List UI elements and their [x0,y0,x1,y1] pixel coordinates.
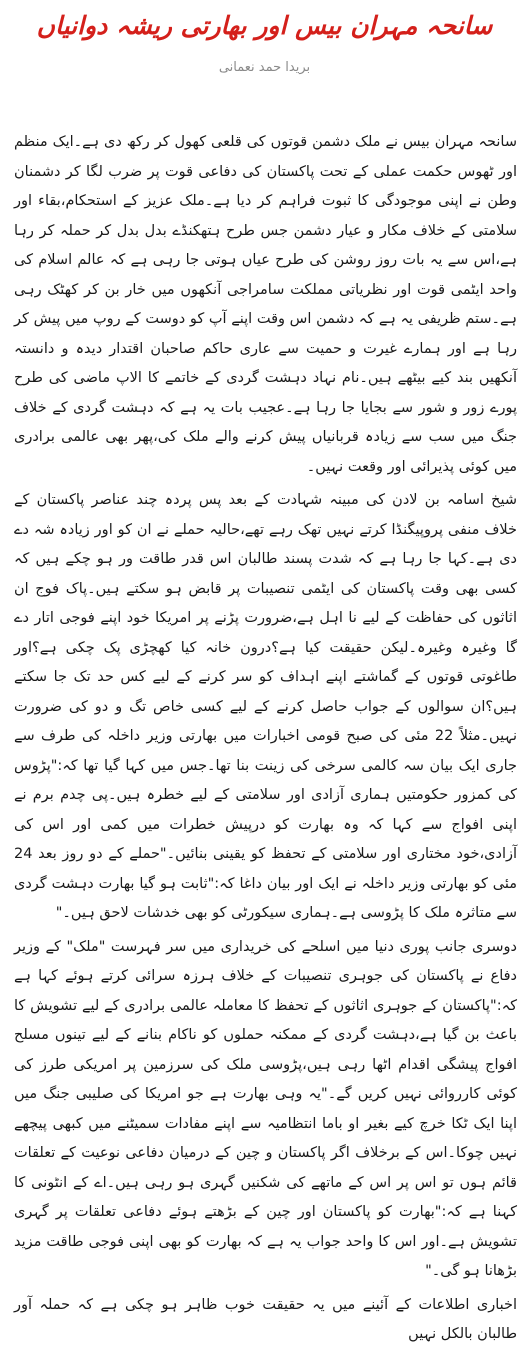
article-title: سانحہ مہران بیس اور بھارتی ریشہ دوانیاں [36,11,493,40]
article-paragraph: دوسری جانب پوری دنیا میں اسلحے کی خریداری میں سر فہرست "ملک" کے وزیر دفاع نے پاکستان کی جوہری تنصیبات کے خلاف ہرزہ سرائی کرتے ہوئے کہا ہے کہ:"پاکستان کے جوہری اثاثوں کے تحفظ کا معاملہ عالمی برادری کے لیے تشویش کا باعث بن گیا ہے،دہشت گردی کے ممکنہ حملوں کو ناکام بنانے کے لیے تینوں مسلح افواج پیشگی اقدام اٹھا رہی ہیں،پڑوسی ملک کی سرزمین پر امریکی طرز کی کوئی کارروائی نہیں کریں گے۔"یہ وہی بھارت ہے جو امریکا کی صلیبی جنگ میں اپنا ایک ٹکا خرچ کیے بغیر او باما انتظامیہ سے اپنے مفادات سمیٹنے میں کبھی پیچھے نہیں چوکا۔اس کے برخلاف اگر پاکستان و چین کے درمیان دفاعی نوعیت کے تعلقات قائم ہوں تو اس پر اس کے ماتھے کی شکنیں گہری ہو رہی ہیں۔اے کے انٹونی کا کہنا ہے کہ:"بھارت کو پاکستان اور چین کے بڑھتے ہوئے دفاعی تعلقات پر گہری تشویش ہے۔اور اس کا واحد جواب یہ ہے کہ بھارت کو بھی اپنی فوجی طاقت مزید بڑھانا ہو گی۔" [14,938,517,1279]
article-paragraph: شیخ اسامہ بن لادن کی مبینہ شہادت کے بعد پس پردہ چند عناصر پاکستان کے خلاف منفی پروپیگنڈا کرتے نہیں تھک رہے تھے،حالیہ حملے نے ان کو اور زیادہ شہ دے دی ہے۔کہا جا رہا ہے کہ شدت پسند طالبان اس قدر طاقت ور ہو چکے ہیں کہ کسی بھی وقت پاکستان کی ایٹمی تنصیبات پر قابض ہو سکتے ہیں۔پاک فوج ان اثاثوں کی حفاظت کے لیے نا اہل ہے،ضرورت پڑنے پر امریکا خود اپنے فوجی اتار دے گا وغیرہ وغیرہ۔لیکن حقیقت کیا ہے؟درون خانہ کیا کھچڑی پک چکی ہے؟اور طاغوتی قوتوں کے گماشتے اپنے اہداف کو سر کرنے کے لیے کس حد تک جا سکتے ہیں؟ان سوالوں کے جواب حاصل کرنے کے لیے کسی خاص تگ و دو کی ضرورت نہیں۔مثلاً 22 مئی کی صبح قومی اخبارات میں بھارتی وزیر داخلہ کی طرف سے جاری ایک بیان سہ کالمی سرخی کی زینت بنا تھا۔جس میں کہا گیا تھا کہ:"پڑوس کی کمزور حکومتیں ہماری آزادی اور سلامتی کے لیے خطرہ ہیں۔پی چدم برم نے اپنی افواج سے کہا کہ وہ بھارت کو درپیش خطرات میں کمی اور اس کی آزادی،خود مختاری اور سلامتی کے تحفظ کو یقینی بنائیں۔"حملے کے دو روز بعد 24 مئی کو بھارتی وزیر داخلہ نے ایک اور بیان داغا کہ:"ثابت ہو گیا بھارت دہشت گردی سے متاثرہ ملک کا پڑوسی ہے۔ہماری سیکورٹی کو بھی خدشات لاحق ہیں۔" [14,492,517,921]
article-paragraph: سانحہ مہران بیس نے ملک دشمن قوتوں کی قلعی کھول کر رکھ دی ہے۔ایک منظم اور ٹھوس حکمت عملی کے تحت پاکستان کی دفاعی قوت پر ضرب لگا کر دشمنان وطن نے اپنی موجودگی کا ثبوت فراہم کر دیا ہے۔ملک عزیز کے استحکام،بقاء اور سلامتی کے خلاف مکار و عیار دشمن جس طرح ہتھکنڈے بدل بدل کر حملہ کر رہا ہے،اس سے یہ بات روز روشن کی طرح عیاں ہوتی جا رہی ہے کہ عالم اسلام کی واحد ایٹمی قوت اور نظریاتی مملکت سامراجی آنکھوں میں خار بن کر کھٹک رہی ہے۔ستم ظریفی یہ ہے کہ دشمن اس وقت اپنے آپ کو دوست کے روپ میں پیش کر رہا ہے اور ہمارے غیرت و حمیت سے عاری حاکم صاحبان اقتدار دیدہ و دانستہ آنکھیں بند کیے بیٹھے ہیں۔نام نہاد دہشت گردی کے خاتمے کا الاپ ماضی کی طرح پورے زور و شور سے بجایا جا رہا ہے۔عجیب بات یہ ہے کہ دہشت گردی کے خلاف جنگ میں سب سے زیادہ قربانیاں پیش کرنے والے ملک کی،پھر بھی عالمی برادری میں کوئی پذیرائی اور وقعت نہیں۔ [14,134,517,475]
article-author: بریدا حمد نعمانی [218,60,311,75]
article-paragraph: اخباری اطلاعات کے آئینے میں یہ حقیقت خوب ظاہر ہو چکی ہے کہ حملہ آور طالبان بالکل نہیں [14,1296,517,1342]
article-body [14,128,517,1350]
